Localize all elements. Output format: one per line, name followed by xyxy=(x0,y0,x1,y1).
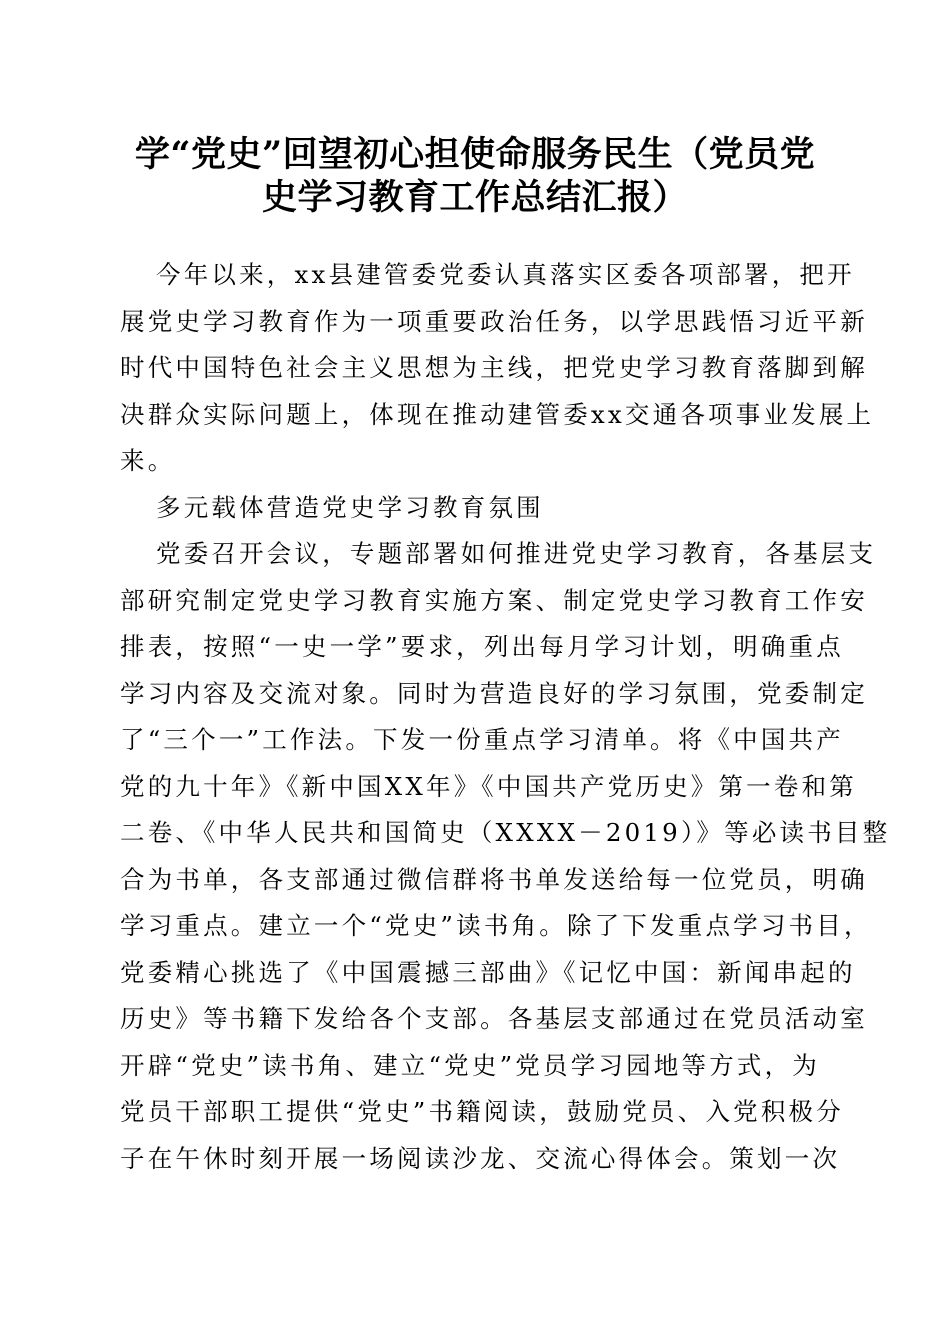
text-line: 党员干部职工提供“党史”书籍阅读，鼓励党员、入党积极分 xyxy=(120,1097,844,1126)
text-line: 学习内容及交流对象。同时为营造良好的学习氛围，党委制定 xyxy=(120,678,868,708)
title-line: 学“党史”回望初心担使命服务民生（党员党 xyxy=(134,134,816,175)
text-line: 来。 xyxy=(120,446,176,475)
document-title xyxy=(0,133,950,219)
text-line: 合为书单，各支部通过微信群将书单发送给每一位党员，明确 xyxy=(120,864,868,894)
paragraph-body xyxy=(120,531,891,1182)
text-line: 历史》等书籍下发给各个支部。各基层支部通过在党员活动室 xyxy=(120,1004,868,1033)
text-line: 二卷、《中华人民共和国简史（XXXX－2019）》等必读书目整 xyxy=(120,818,891,847)
text-line: 开辟“党史”读书角、建立“党史”党员学习园地等方式，为 xyxy=(120,1050,820,1080)
section-heading xyxy=(120,485,834,532)
text-line: 党委召开会议，专题部署如何推进党史学习教育，各基层支 xyxy=(156,539,877,568)
text-line: 党的九十年》《新中国XX年》《中国共产党历史》第一卷和第 xyxy=(120,771,857,801)
text-line: 排表，按照“一史一学”要求，列出每月学习计划，明确重点 xyxy=(120,632,844,661)
text-line: 党委精心挑选了《中国震撼三部曲》《记忆中国：新闻串起的 xyxy=(120,957,856,987)
text-line: 学习重点。建立一个“党史”读书角。除了下发重点学习书目， xyxy=(120,911,872,940)
text-line: 子在午休时刻开展一场阅读沙龙、交流心得体会。策划一次 xyxy=(120,1143,841,1173)
text-line: 多元载体营造党史学习教育氛围 xyxy=(156,492,544,522)
text-line: 今年以来，xx县建管委党委认真落实区委各项部署，把开 xyxy=(156,260,855,289)
document-body xyxy=(120,252,891,1182)
text-line: 决群众实际问题上，体现在推动建管委xx交通各项事业发展上 xyxy=(120,399,875,429)
text-line: 时代中国特色社会主义思想为主线，把党史学习教育落脚到解 xyxy=(120,353,868,382)
text-line: 展党史学习教育作为一项重要政治任务，以学思践悟习近平新 xyxy=(120,306,868,336)
text-line: 了“三个一”工作法。下发一份重点学习清单。将《中国共产 xyxy=(120,725,844,754)
text-line: 部研究制定党史学习教育实施方案、制定党史学习教育工作安 xyxy=(120,585,868,615)
paragraph-intro xyxy=(120,252,875,485)
title-line: 史学习教育工作总结汇报） xyxy=(261,177,688,218)
